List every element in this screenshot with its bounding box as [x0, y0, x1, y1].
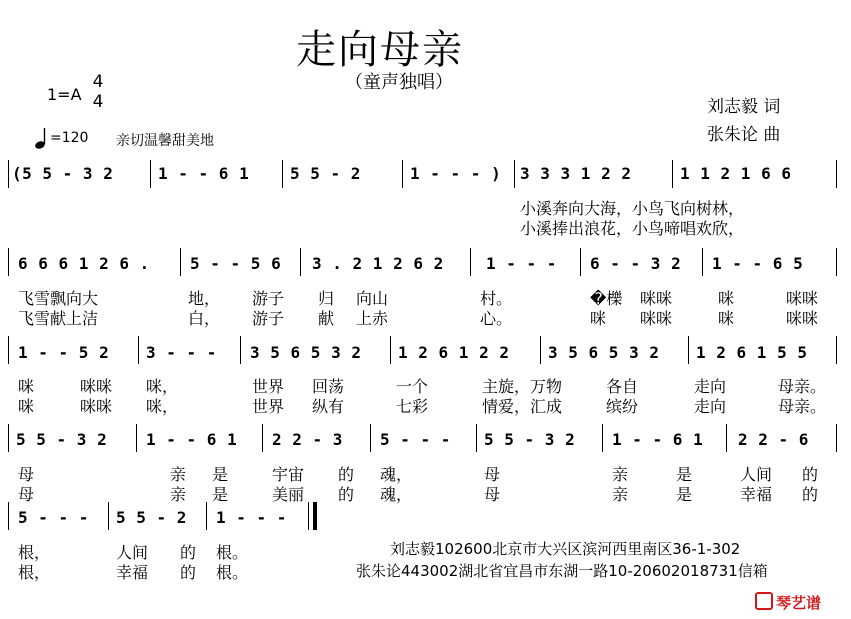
composer-address: 张朱论443002湖北省宜昌市东湖一路10-20602018731信箱: [356, 562, 768, 580]
lyric-verse-2: 世界: [252, 397, 285, 416]
lyric-verse-1: 是: [676, 465, 693, 484]
measure: 5 - - 5 6: [190, 254, 282, 273]
logo-text: 琴艺谱: [776, 594, 822, 612]
lyric-verse-2: 魂，: [380, 485, 413, 504]
song-title: 走向母亲: [296, 27, 464, 73]
lyric-verse-2: 小溪捧出浪花，小鸟啼唱欢欣，: [520, 219, 745, 238]
measure: 3 . 2 1 2 6 2: [312, 254, 444, 273]
lyric-verse-2: 献: [318, 309, 335, 328]
measure: 3 5 6 5 3 2: [250, 343, 362, 362]
lyric-verse-1: 咪咪: [640, 289, 673, 308]
lyric-verse-1: 地，: [188, 289, 221, 308]
measure: 1 - - 6 1: [612, 430, 704, 449]
lyric-verse-2: 咪咪: [80, 397, 113, 416]
quarter-note-icon: [34, 126, 50, 150]
lyric-verse-2: 情爱，汇成: [482, 397, 563, 416]
measure: 1 - - 5 2: [18, 343, 110, 362]
lyric-verse-2: 美丽: [272, 485, 305, 504]
measure: 3 3 3 1 2 2: [520, 164, 632, 183]
lyric-verse-2: 根，: [18, 563, 51, 582]
lyric-verse-2: 咪: [718, 309, 735, 328]
lyric-verse-1: 主旋，万物: [482, 377, 563, 396]
measure: 2 2 - 3: [272, 430, 343, 449]
lyric-verse-1: 人间: [740, 465, 773, 484]
lyric-verse-2: 亲: [170, 485, 187, 504]
lyric-verse-1: 宇宙: [272, 465, 305, 484]
measure: 5 - - -: [380, 430, 451, 449]
measure: 5 5 - 3 2: [484, 430, 576, 449]
lyric-verse-2: 是: [676, 485, 693, 504]
measure: 1 2 6 1 2 2: [398, 343, 510, 362]
measure: 6 6 6 1 2 6 .: [18, 254, 150, 273]
lyric-verse-1: 归: [318, 289, 335, 308]
measure: 5 - - -: [18, 508, 89, 527]
lyric-verse-1: 小溪奔向大海，小鸟飞向树林，: [520, 199, 745, 218]
measure: 5 5 - 2: [290, 164, 361, 183]
lyric-verse-2: 的: [338, 485, 355, 504]
lyric-verse-2: 走向: [694, 397, 727, 416]
lyric-verse-1: 咪，: [146, 377, 179, 396]
site-logo: [755, 592, 821, 613]
measure: 3 - - -: [146, 343, 217, 362]
lyric-verse-1: 魂，: [380, 465, 413, 484]
key-signature: 1=A: [47, 85, 82, 104]
lyric-verse-2: 心。: [480, 309, 513, 328]
lyric-verse-1: 的: [338, 465, 355, 484]
lyric-verse-1: 咪咪: [80, 377, 113, 396]
measure: 1 1 2 1 6 6: [680, 164, 792, 183]
lyric-verse-1: 的: [802, 465, 819, 484]
lyric-verse-2: 咪: [18, 397, 35, 416]
measure: 1 - - 6 5: [712, 254, 804, 273]
lyric-verse-1: 咪: [18, 377, 35, 396]
lyric-verse-2: 亲: [612, 485, 629, 504]
time-signature: [90, 72, 106, 112]
measure: 6 - - 3 2: [590, 254, 682, 273]
lyric-verse-1: 根。: [216, 543, 249, 562]
lyric-verse-1: 一个: [396, 377, 429, 396]
lyric-verse-2: 咪咪: [640, 309, 673, 328]
logo-mark-icon: [755, 592, 773, 610]
lyric-verse-2: 幸福: [740, 485, 773, 504]
lyric-verse-2: 母: [18, 485, 35, 504]
lyric-verse-1: 村。: [480, 289, 513, 308]
lyricist-credit: 刘志毅 词: [707, 97, 781, 117]
lyric-verse-2: 的: [180, 563, 197, 582]
measure: 1 - - -: [216, 508, 287, 527]
lyric-verse-2: 幸福: [116, 563, 149, 582]
lyric-verse-1: 根，: [18, 543, 51, 562]
time-signature-bottom: 4: [92, 92, 104, 112]
lyric-verse-1: 世界: [252, 377, 285, 396]
lyric-verse-2: 白，: [188, 309, 221, 328]
measure: 1 - - 6 1: [146, 430, 238, 449]
measure: 1 2 6 1 5 5: [696, 343, 808, 362]
lyric-verse-2: 缤纷: [606, 397, 639, 416]
lyric-verse-2: 纵有: [312, 397, 345, 416]
lyric-verse-2: 的: [802, 485, 819, 504]
lyric-verse-1: 飞雪飘向大: [18, 289, 99, 308]
lyric-verse-2: 母: [484, 485, 501, 504]
measure: 2 2 - 6: [738, 430, 809, 449]
lyric-verse-1: 母亲。: [778, 377, 827, 396]
lyric-verse-1: 母: [484, 465, 501, 484]
lyric-verse-1: 咪: [718, 289, 735, 308]
measure: 3 5 6 5 3 2: [548, 343, 660, 362]
tempo-marking: =120: [50, 130, 89, 146]
lyric-verse-2: 飞雪献上洁: [18, 309, 99, 328]
lyric-verse-2: 咪: [590, 309, 607, 328]
measure: (5 5 - 3 2: [12, 164, 114, 183]
expression-marking: 亲切温馨甜美地: [116, 133, 214, 149]
lyric-verse-2: 游子: [252, 309, 285, 328]
lyric-verse-1: 是: [212, 465, 229, 484]
time-signature-top: 4: [92, 72, 104, 92]
composer-credit: 张朱论 曲: [707, 125, 781, 145]
lyric-verse-1: 咪咪: [786, 289, 819, 308]
final-barline: [313, 502, 317, 530]
measure: 1 - - - ): [410, 164, 502, 183]
lyric-verse-2: 上赤: [356, 309, 389, 328]
lyric-verse-2: 咪，: [146, 397, 179, 416]
song-subtitle: （童声独唱）: [345, 72, 453, 93]
lyric-verse-2: 根。: [216, 563, 249, 582]
measure: 5 5 - 3 2: [16, 430, 108, 449]
lyric-verse-2: 是: [212, 485, 229, 504]
lyric-verse-1: 的: [180, 543, 197, 562]
lyric-verse-1: 游子: [252, 289, 285, 308]
lyric-verse-1: 向山: [356, 289, 389, 308]
lyric-verse-1: 母: [18, 465, 35, 484]
lyric-verse-1: 各自: [606, 377, 639, 396]
lyric-verse-1: 回荡: [312, 377, 345, 396]
measure: 5 5 - 2: [116, 508, 187, 527]
lyric-verse-2: 咪咪: [786, 309, 819, 328]
measure: 1 - - -: [486, 254, 557, 273]
lyricist-address: 刘志毅102600北京市大兴区滨河西里南区36-1-302: [390, 540, 741, 558]
lyric-verse-1: 亲: [170, 465, 187, 484]
lyric-verse-1: 亲: [612, 465, 629, 484]
lyric-verse-1: 走向: [694, 377, 727, 396]
lyric-verse-1: �櫟: [590, 289, 623, 308]
lyric-verse-2: 母亲。: [778, 397, 827, 416]
lyric-verse-1: 人间: [116, 543, 149, 562]
lyric-verse-2: 七彩: [396, 397, 429, 416]
measure: 1 - - 6 1: [158, 164, 250, 183]
